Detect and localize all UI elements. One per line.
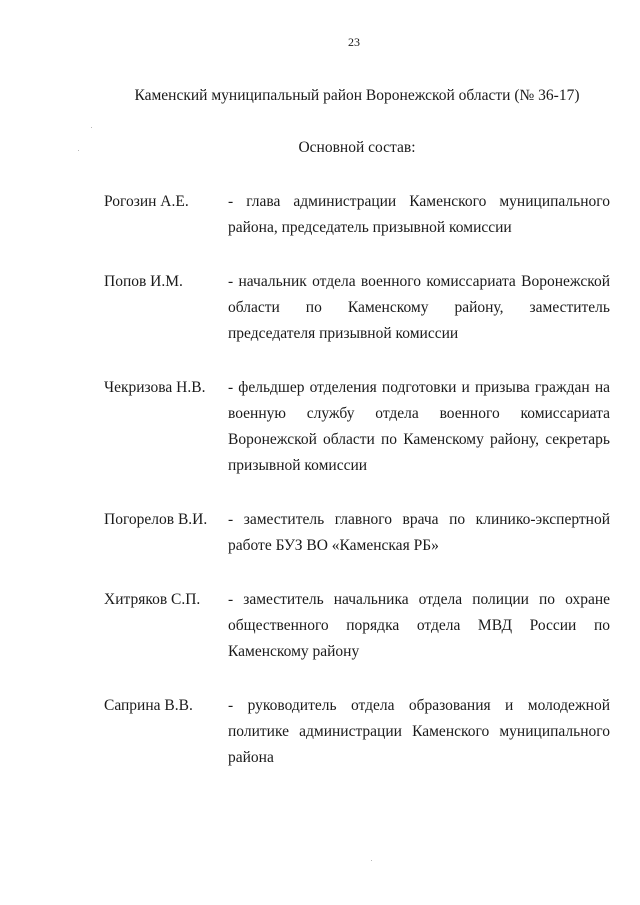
member-role: - руководитель отдела образования и молодежной политике администрации Каменского муниципального района xyxy=(228,697,610,766)
member-entry xyxy=(104,507,610,587)
member-role: - начальник отдела военного комиссариата Воронежской области по Каменскому району, заместитель председателя призывной комиссии xyxy=(228,273,610,342)
section-heading: Основной состав: xyxy=(298,139,416,156)
member-entry xyxy=(104,693,610,773)
member-name: Погорелов В.И. xyxy=(104,511,208,528)
members-list xyxy=(104,189,610,773)
scan-speck xyxy=(78,150,79,151)
member-name: Чекризова Н.В. xyxy=(104,379,206,396)
member-role: - фельдшер отделения подготовки и призыва граждан на военную службу отдела военного комиссариата Воронежской области по Каменскому району, секретарь призывной комиссии xyxy=(228,379,610,474)
member-entry xyxy=(104,587,610,693)
member-entry xyxy=(104,269,610,375)
scan-speck xyxy=(91,127,92,128)
member-role: - глава администрации Каменского муниципального района, председатель призывной комиссии xyxy=(228,193,610,236)
page-number: 23 xyxy=(348,35,360,49)
member-entry xyxy=(104,189,610,269)
member-entry xyxy=(104,375,610,507)
document-title: Каменский муниципальный район Воронежской области (№ 36-17) xyxy=(134,87,580,104)
member-role: - заместитель начальника отдела полиции по охране общественного порядка отдела МВД России по Каменскому району xyxy=(228,591,610,660)
member-role: - заместитель главного врача по клинико-экспертной работе БУЗ ВО «Каменская РБ» xyxy=(228,511,610,554)
member-name: Рогозин А.Е. xyxy=(104,193,189,210)
scan-speck xyxy=(371,860,372,861)
member-name: Хитряков С.П. xyxy=(104,591,201,608)
member-name: Саприна В.В. xyxy=(104,697,193,714)
member-name: Попов И.М. xyxy=(104,273,183,290)
